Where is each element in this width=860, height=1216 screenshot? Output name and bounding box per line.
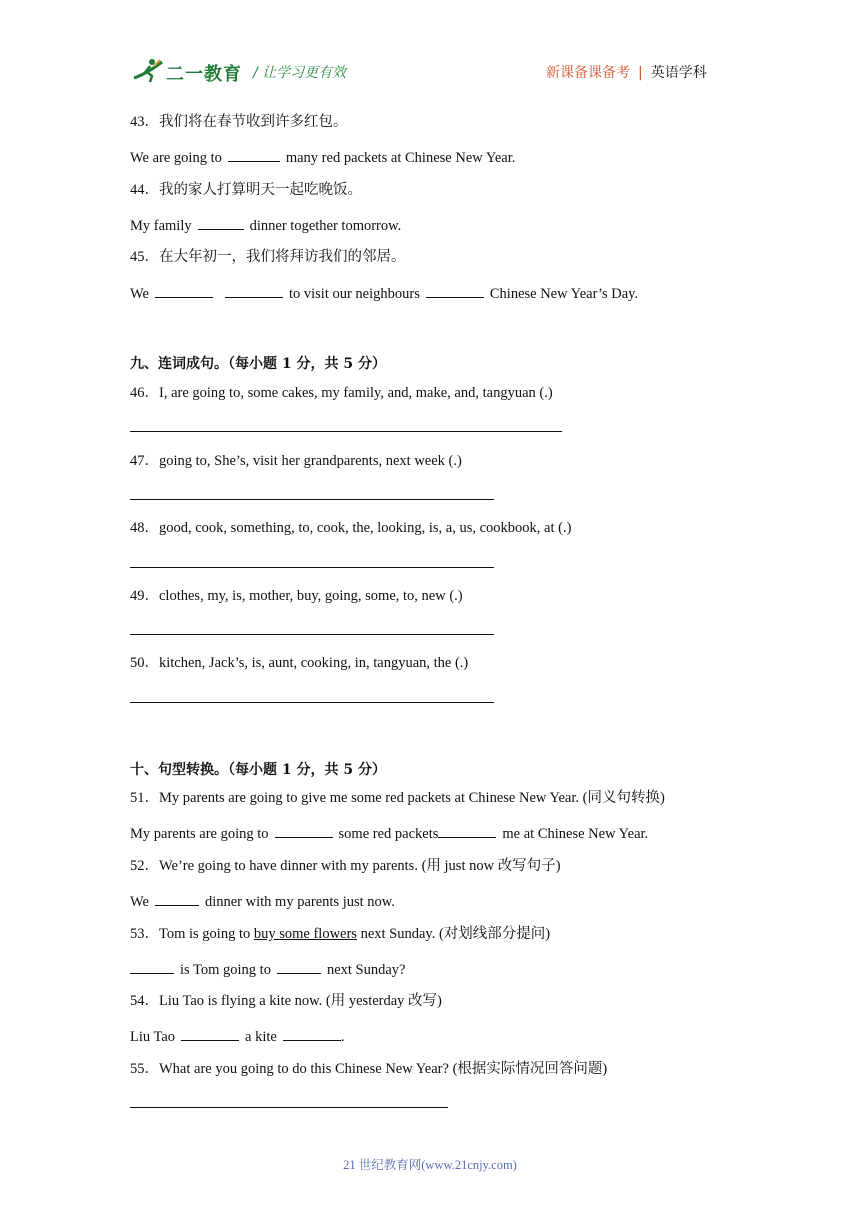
question-44 xyxy=(130,181,362,199)
logo-text: 二一教育 xyxy=(166,64,242,85)
question-number: 52． xyxy=(130,858,159,874)
question-53 xyxy=(130,925,550,943)
question-54 xyxy=(130,992,442,1010)
question-number: 50． xyxy=(130,655,159,671)
section-title-9: 九、连词成句。（每小题 1 分，共 5 分） xyxy=(130,356,386,372)
sentence-part: Liu Tao xyxy=(130,1029,176,1045)
sentence-part: Chinese New Year’s Day. xyxy=(489,286,639,302)
fill-blank[interactable] xyxy=(198,215,244,230)
slogan: / 让学习更有效 xyxy=(253,65,347,81)
answer-line-44 xyxy=(130,215,401,235)
answer-line-49[interactable] xyxy=(130,634,494,635)
fill-blank[interactable] xyxy=(181,1026,239,1041)
question-number: 43． xyxy=(130,114,159,130)
answer-line-51 xyxy=(130,823,648,843)
question-55 xyxy=(130,1060,607,1078)
question-number: 51． xyxy=(130,790,159,806)
question-50 xyxy=(130,654,468,672)
fill-blank[interactable] xyxy=(438,823,496,838)
question-number: 46． xyxy=(130,385,159,401)
answer-line-47[interactable] xyxy=(130,499,494,500)
question-prompt: kitchen, Jack’s, is, aunt, cooking, in, tangyuan, the (.) xyxy=(159,655,469,671)
answer-line-48[interactable] xyxy=(130,567,494,568)
fill-blank[interactable] xyxy=(277,959,321,974)
fill-blank[interactable] xyxy=(228,147,280,162)
question-prompt: 在大年初一，我们将拜访我们的邻居。 xyxy=(159,249,406,265)
question-51 xyxy=(130,789,665,807)
header-category: 新课备课备考 xyxy=(546,65,630,81)
sentence-part: dinner together tomorrow. xyxy=(249,218,402,234)
sentence-part: dinner with my parents just now. xyxy=(204,894,395,910)
question-number: 48． xyxy=(130,520,159,536)
sentence-part: to visit our neighbours xyxy=(288,286,420,302)
question-46 xyxy=(130,384,553,402)
fill-blank[interactable] xyxy=(283,1026,341,1041)
fill-blank[interactable] xyxy=(155,283,213,298)
sentence-part: . xyxy=(340,1029,345,1045)
question-prompt: clothes, my, is, mother, buy, going, some, to, new (.) xyxy=(159,588,463,604)
question-number: 49． xyxy=(130,588,159,604)
question-prompt: going to, She’s, visit her grandparents, next week (.) xyxy=(159,453,462,469)
sentence-part: many red packets at Chinese New Year. xyxy=(285,150,516,166)
answer-line-55[interactable] xyxy=(130,1107,448,1108)
question-52 xyxy=(130,857,561,875)
question-prompt: good, cook, something, to, cook, the, looking, is, a, us, cookbook, at (.) xyxy=(159,520,572,536)
answer-line-50[interactable] xyxy=(130,702,494,703)
question-prompt: Tom is going to xyxy=(159,926,251,942)
question-number: 54． xyxy=(130,993,159,1009)
question-prompt: We’re going to have dinner with my parents. (用 just now 改写句子) xyxy=(159,858,561,874)
question-prompt: I, are going to, some cakes, my family, and, make, and, tangyuan (.) xyxy=(159,385,553,401)
question-number: 45． xyxy=(130,249,159,265)
question-47 xyxy=(130,452,462,470)
question-prompt: 我的家人打算明天一起吃晚饭。 xyxy=(159,182,362,198)
section-title-10: 十、句型转换。（每小题 1 分，共 5 分） xyxy=(130,762,386,778)
question-prompt: Liu Tao is flying a kite now. (用 yesterday 改写) xyxy=(159,993,442,1009)
sentence-part: We xyxy=(130,286,149,302)
underlined-phrase: buy some flowers xyxy=(253,926,357,942)
fill-blank[interactable] xyxy=(225,283,283,298)
page-footer: 21 世纪教育网(www.21cnjy.com) xyxy=(343,1158,517,1172)
answer-line-45 xyxy=(130,283,638,303)
answer-line-43 xyxy=(130,147,515,167)
question-number: 55． xyxy=(130,1061,159,1077)
fill-blank[interactable] xyxy=(426,283,484,298)
question-prompt: 我们将在春节收到许多红包。 xyxy=(159,114,348,130)
fill-blank[interactable] xyxy=(130,959,174,974)
header-right xyxy=(546,62,707,82)
sentence-part: We xyxy=(130,894,149,910)
sentence-part: some red packets xyxy=(338,826,439,842)
sentence-part: is Tom going to xyxy=(180,962,271,978)
question-prompt: What are you going to do this Chinese New Year? (根据实际情况回答问题) xyxy=(159,1061,608,1077)
sentence-part: My family xyxy=(130,218,192,234)
question-43 xyxy=(130,113,348,131)
header-separator: | xyxy=(638,65,643,81)
fill-blank[interactable] xyxy=(155,891,199,906)
answer-line-46[interactable] xyxy=(130,431,562,432)
question-49 xyxy=(130,587,463,605)
sentence-part: next Sunday? xyxy=(326,962,406,978)
page-header xyxy=(0,0,860,100)
question-48 xyxy=(130,519,571,537)
sentence-part: My parents are going to xyxy=(130,826,269,842)
answer-line-54 xyxy=(130,1026,344,1046)
fill-blank[interactable] xyxy=(275,823,333,838)
sentence-part: a kite xyxy=(245,1029,277,1045)
question-number: 47． xyxy=(130,453,159,469)
question-prompt: next Sunday. (对划线部分提问) xyxy=(360,926,551,942)
answer-line-52 xyxy=(130,891,395,911)
question-45 xyxy=(130,248,406,266)
sentence-part: me at Chinese New Year. xyxy=(502,826,649,842)
sentence-part: We are going to xyxy=(130,150,222,166)
runner-logo-icon xyxy=(132,56,166,86)
header-subject: 英语学科 xyxy=(650,65,707,81)
answer-line-53 xyxy=(130,959,406,979)
question-prompt: My parents are going to give me some red packets at Chinese New Year. (同义句转换) xyxy=(159,790,665,806)
question-number: 53． xyxy=(130,926,159,942)
question-number: 44． xyxy=(130,182,159,198)
